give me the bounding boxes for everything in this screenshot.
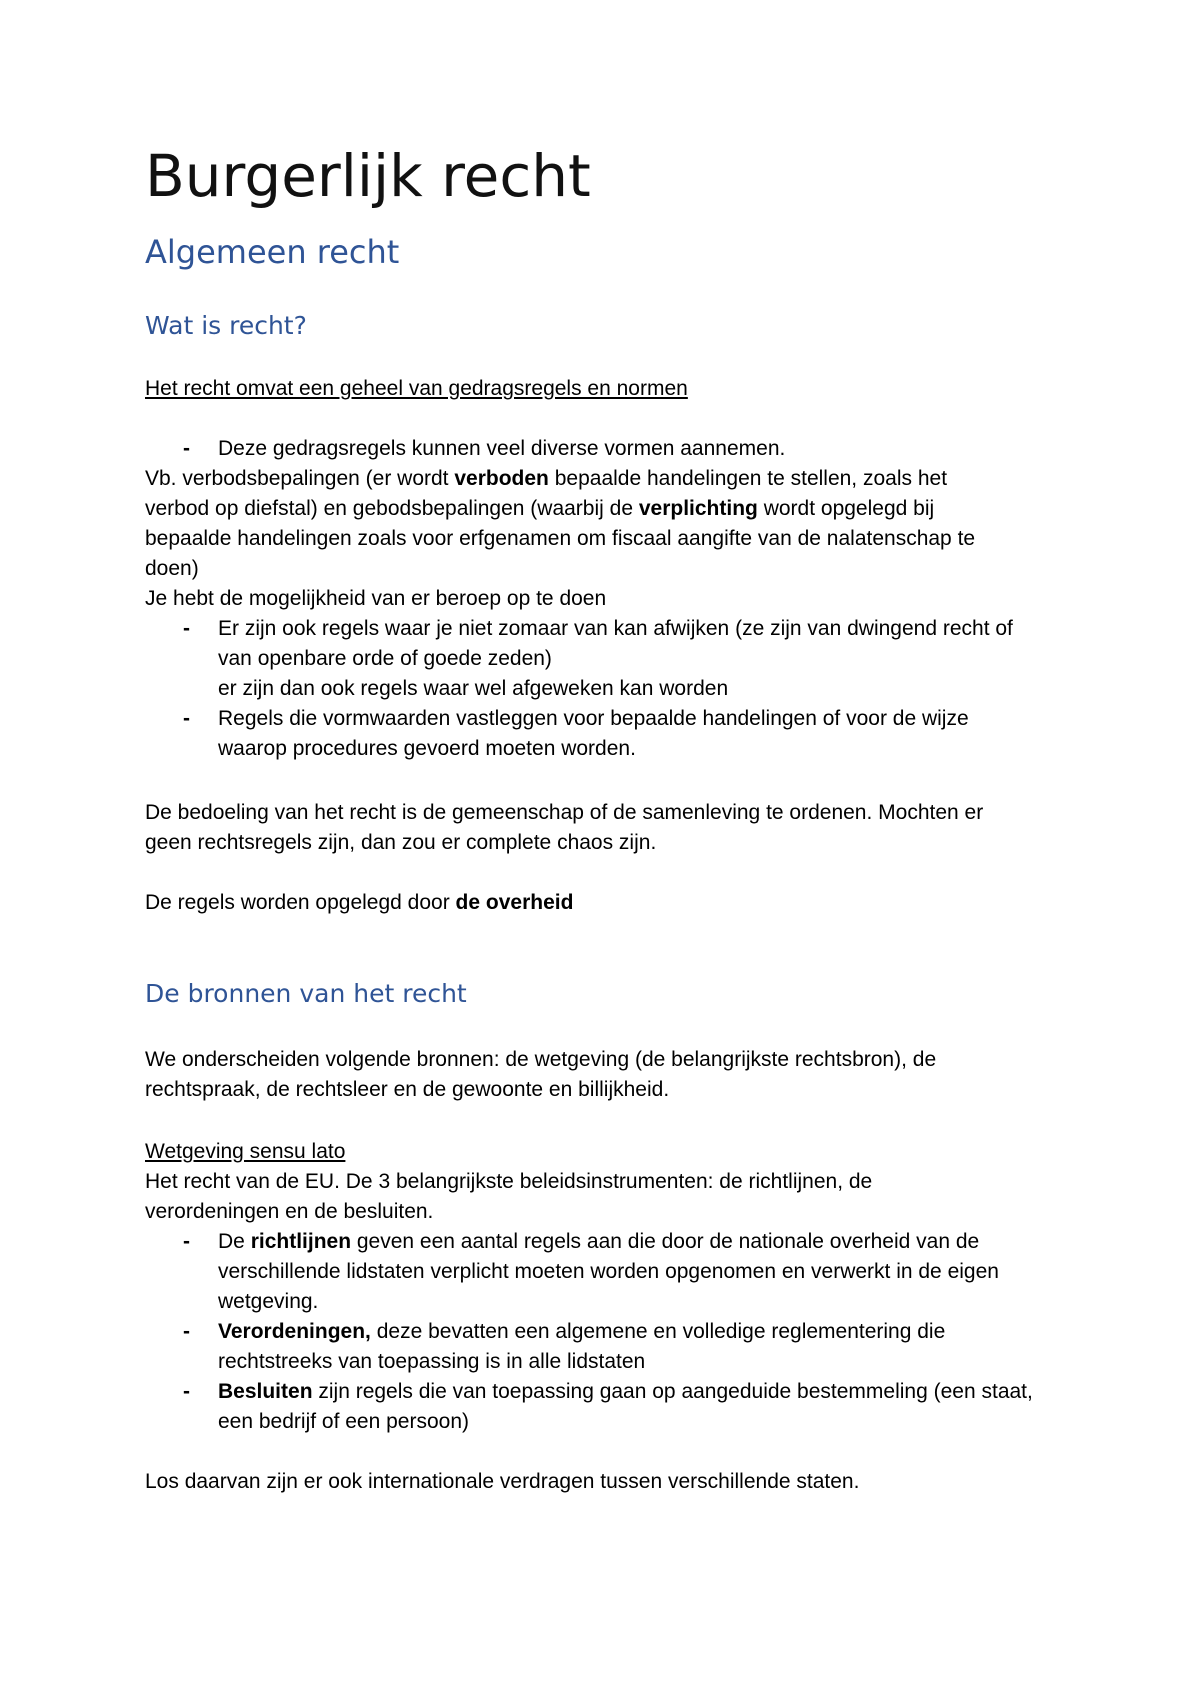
heading-bronnen: De bronnen van het recht (145, 979, 467, 1008)
bullet-marker: - (183, 1380, 190, 1403)
example-line-4: doen) (145, 557, 199, 580)
wetgeving-heading: Wetgeving sensu lato (145, 1140, 346, 1163)
bullet-text: waarop procedures gevoerd moeten worden. (218, 737, 636, 760)
paragraph-bedoeling: geen rechtsregels zijn, dan zou er complete chaos zijn. (145, 831, 657, 854)
paragraph-verdragen: Los daarvan zijn er ook internationale verdragen tussen verschillende staten. (145, 1470, 860, 1493)
bullet-text: van openbare orde of goede zeden) (218, 647, 552, 670)
heading-algemeen-recht: Algemeen recht (145, 233, 400, 271)
bullet-marker: - (183, 1320, 190, 1343)
document-title: Burgerlijk recht (145, 142, 591, 210)
example-line-3: bepaalde handelingen zoals voor erfgenamen om fiscaal aangifte van de nalatenschap te (145, 527, 976, 550)
bullet-text: er zijn dan ook regels waar wel afgeweken kan worden (218, 677, 729, 700)
bullet-marker: - (183, 617, 190, 640)
bullet-marker: - (183, 437, 190, 460)
bullet-text: Er zijn ook regels waar je niet zomaar van kan afwijken (ze zijn van dwingend recht of (218, 617, 1013, 640)
bullet-text: Besluiten zijn regels die van toepassing gaan op aangeduide bestemmeling (een staat, (218, 1380, 1033, 1403)
paragraph-bedoeling: De bedoeling van het recht is de gemeenschap of de samenleving te ordenen. Mochten er (145, 801, 984, 824)
example-line-2: verbod op diefstal) en gebodsbepalingen (waarbij de verplichting wordt opgelegd bij (145, 497, 935, 520)
paragraph-beroep: Je hebt de mogelijkheid van er beroep op te doen (145, 587, 607, 610)
bullet-marker: - (183, 1230, 190, 1253)
example-line-1: Vb. verbodsbepalingen (er wordt verboden bepaalde handelingen te stellen, zoals het (145, 467, 948, 490)
bullet-text: De richtlijnen geven een aantal regels aan die door de nationale overheid van de (218, 1230, 980, 1253)
bullet-text: verschillende lidstaten verplicht moeten worden opgenomen en verwerkt in de eigen (218, 1260, 999, 1283)
bullet-text: wetgeving. (218, 1290, 319, 1313)
intro-heading: Het recht omvat een geheel van gedragsregels en normen (145, 377, 688, 400)
bullet-text: Regels die vormwaarden vastleggen voor bepaalde handelingen of voor de wijze (218, 707, 969, 730)
heading-wat-is-recht: Wat is recht? (145, 311, 307, 340)
bullet-text: Verordeningen, deze bevatten een algemene en volledige reglementering die (218, 1320, 946, 1343)
paragraph-bronnen: rechtspraak, de rechtsleer en de gewoonte en billijkheid. (145, 1078, 670, 1101)
bullet-text: Deze gedragsregels kunnen veel diverse vormen aannemen. (218, 437, 786, 460)
paragraph-eu: Het recht van de EU. De 3 belangrijkste beleidsinstrumenten: de richtlijnen, de (145, 1170, 873, 1193)
paragraph-bronnen: We onderscheiden volgende bronnen: de wetgeving (de belangrijkste rechtsbron), de (145, 1048, 937, 1071)
bullet-text: een bedrijf of een persoon) (218, 1410, 470, 1433)
bullet-marker: - (183, 707, 190, 730)
bullet-text: rechtstreeks van toepassing is in alle lidstaten (218, 1350, 646, 1373)
paragraph-overheid: De regels worden opgelegd door de overheid (145, 891, 574, 914)
paragraph-eu: verordeningen en de besluiten. (145, 1200, 434, 1223)
